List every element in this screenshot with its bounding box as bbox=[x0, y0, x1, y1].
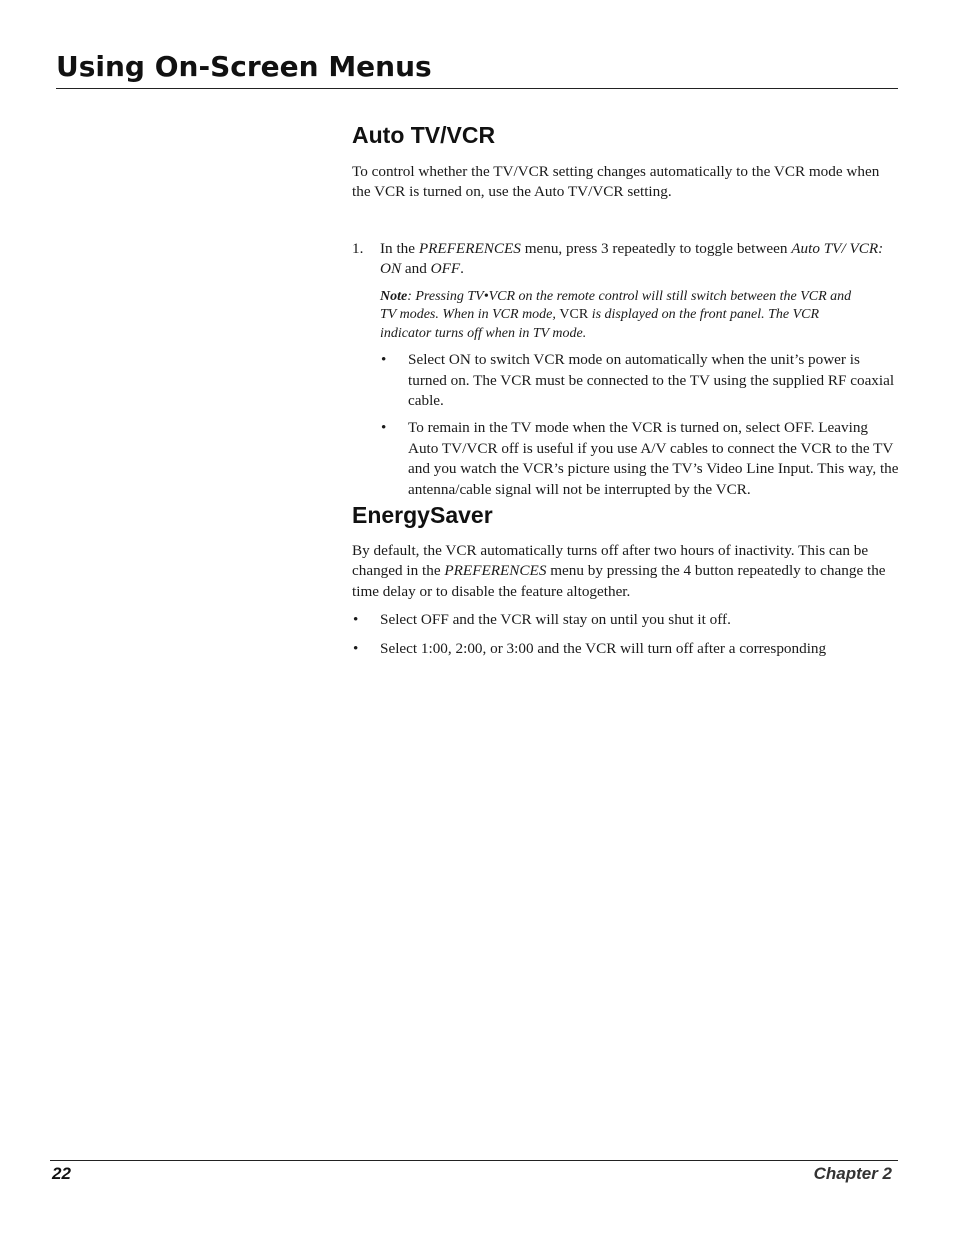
chapter-label: Chapter 2 bbox=[813, 1164, 892, 1183]
page-number: 22 bbox=[52, 1164, 71, 1183]
list-item bbox=[352, 639, 900, 659]
step-text-part: and bbox=[401, 260, 431, 278]
option-off: OFF bbox=[430, 260, 461, 278]
list-item-text: Select ON to switch VCR mode on automatically when the unit’s power is turned on. The VCR must be connected to the TV using the supplied RF coaxial cable. bbox=[408, 351, 895, 409]
list-item bbox=[380, 350, 900, 411]
section-heading-energysaver: EnergySaver bbox=[352, 501, 493, 528]
section-heading-auto-tv-vcr: Auto TV/VCR bbox=[352, 122, 496, 148]
main-content bbox=[352, 120, 900, 659]
list-item bbox=[380, 418, 900, 500]
page-title: Using On-Screen Menus bbox=[56, 50, 432, 83]
list-item-text: To remain in the TV mode when the VCR is turned on, select OFF. Leaving Auto TV/VCR off is useful if you use A/V cables to connect the VCR to the TV and you watch the VCR’s picture using the TV’s Video Line Input. This way, the antenna/cable signal will not be interrupted by the VCR. bbox=[408, 419, 899, 498]
option-on: Auto TV/ VCR: ON bbox=[380, 239, 884, 278]
list-item bbox=[352, 610, 900, 630]
note-text: is displayed on the front panel. The VCR indicator turns off when in TV mode. bbox=[380, 307, 820, 341]
note-text: : Pressing TV•VCR on the remote control will still switch between the VCR and TV modes. When in VCR mode, bbox=[380, 288, 852, 323]
title-divider bbox=[56, 88, 898, 89]
step-text-part: In the bbox=[380, 239, 419, 257]
footer-divider bbox=[50, 1160, 898, 1161]
energysaver-options-list bbox=[352, 610, 900, 659]
note-label: Note bbox=[380, 288, 408, 304]
menu-name: PREFERENCES bbox=[444, 562, 547, 580]
auto-tv-vcr-intro: To control whether the TV/VCR setting changes automatically to the VCR mode when the VCR is turned on, use the Auto TV/VCR setting. bbox=[352, 163, 880, 201]
energysaver-intro-text: By default, the VCR automatically turns off after two hours of inactivity. This can be changed in the bbox=[352, 541, 869, 580]
vcr-indicator: VCR bbox=[559, 307, 589, 323]
step-text bbox=[380, 239, 900, 280]
step-number: 1. bbox=[352, 239, 364, 257]
energysaver-intro bbox=[352, 541, 900, 602]
list-item-text: Select OFF and the VCR will stay on until you shut it off. bbox=[380, 611, 731, 629]
list-item-text: Select 1:00, 2:00, or 3:00 and the VCR will turn off after a corresponding bbox=[380, 639, 827, 657]
note bbox=[380, 288, 860, 344]
step-text-part: . bbox=[460, 260, 464, 278]
bullet-icon: • bbox=[381, 419, 387, 437]
auto-tv-vcr-options-list bbox=[380, 350, 900, 500]
step-text-part: menu, press 3 repeatedly to toggle between bbox=[520, 239, 792, 257]
bullet-icon: • bbox=[353, 639, 359, 657]
step-1 bbox=[352, 239, 900, 280]
energysaver-intro-text: menu by pressing the 4 button repeatedly to change the time delay or to disable the feature altogether. bbox=[352, 562, 886, 600]
bullet-icon: • bbox=[381, 351, 387, 369]
menu-name: PREFERENCES bbox=[418, 239, 521, 257]
bullet-icon: • bbox=[353, 611, 359, 629]
